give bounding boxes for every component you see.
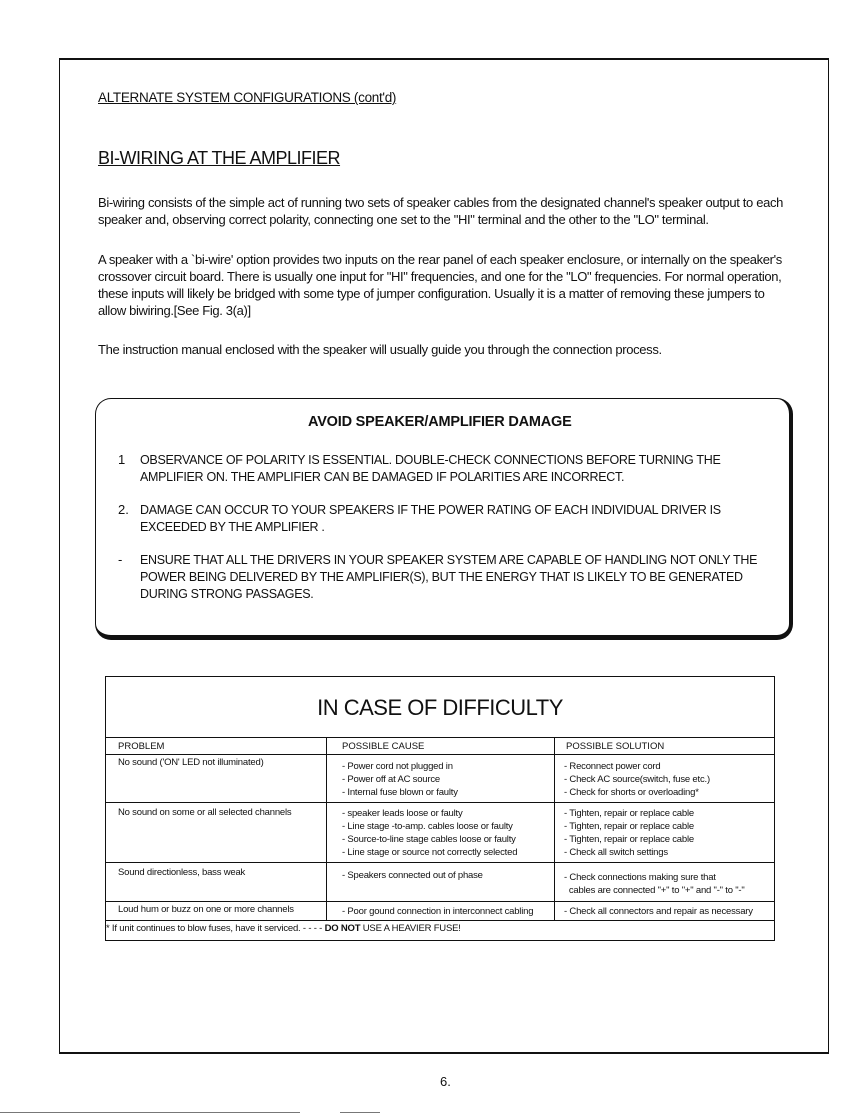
table-row-solution: - Reconnect power cord [564,761,661,772]
table-row-solution: - Check connections making sure that [564,872,716,883]
page-title: BI-WIRING AT THE AMPLIFIER [98,148,341,168]
table-row-cause: - Internal fuse blown or faulty [342,787,458,798]
table-row-solution: cables are connected "+" to "+" and "-" to "-" [564,885,745,896]
table-divider [106,802,774,803]
warning-item-drivers: ENSURE THAT ALL THE DRIVERS IN YOUR SPEAKER SYSTEM ARE CAPABLE OF HANDLING NOT ONLY THE POWER BEING DELIVERED BY THE AMPLIFIER(S), BUT THE ENERGY THAT IS LIKELY TO BE GENERATED DURING STRONG PASSAGES. [140,553,758,601]
table-row-problem: No sound ('ON' LED not illuminated) [118,757,264,768]
table-row-cause: - Power off at AC source [342,774,440,785]
table-row-cause: - Speakers connected out of phase [342,870,483,881]
table-row-cause: - Line stage or source not correctly selected [342,847,518,858]
troubleshooting-title: IN CASE OF DIFFICULTY [317,695,563,720]
paragraph-bi-wire-option: A speaker with a `bi-wire' option provides two inputs on the rear panel of each speaker enclosure, or internally on the speaker's crossover circuit board. There is usually one input for "HI" frequencies, and one for the "LO" frequencies. For normal operation, these inputs will likely be bridged with some type of jumper configuration. Usually it is a matter of removing these jumpers to allow biwiring.[See Fig. 3(a)] [98,252,782,318]
table-row-problem: Loud hum or buzz on one or more channels [118,904,294,915]
warning-item-polarity: OBSERVANCE OF POLARITY IS ESSENTIAL. DOUBLE-CHECK CONNECTIONS BEFORE TURNING THE AMPLIFIER ON. THE AMPLIFIER CAN BE DAMAGED IF POLARITIES ARE INCORRECT. [140,453,721,484]
table-row-solution: - Check all connectors and repair as necessary [564,906,753,917]
table-row-solution: - Check all switch settings [564,847,668,858]
warning-item-marker: - [118,552,123,567]
column-header-problem: PROBLEM [118,741,165,752]
scan-edge-line [340,1112,380,1113]
paragraph-definition: Bi-wiring consists of the simple act of running two sets of speaker cables from the designated channel's speaker output to each speaker and, observing correct polarity, connecting one set to the "HI" terminal and the other to the "LO" terminal. [98,195,783,227]
column-divider [554,737,555,920]
warning-item-marker: 1 [118,452,126,467]
table-row-problem: Sound directionless, bass weak [118,867,246,878]
column-divider [326,737,327,920]
table-row-cause: - Power cord not plugged in [342,761,453,772]
footnote-text: * If unit continues to blow fuses, have it serviced. - - - - [106,923,323,934]
warning-title: AVOID SPEAKER/AMPLIFIER DAMAGE [308,414,572,430]
table-row-solution: - Check for shorts or overloading* [564,787,699,798]
table-row-problem: No sound on some or all selected channels [118,807,292,818]
column-header-solution: POSSIBLE SOLUTION [566,741,665,752]
table-row-solution: - Tighten, repair or replace cable [564,821,694,832]
table-row-solution: - Check AC source(switch, fuse etc.) [564,774,710,785]
paragraph-instruction-manual: The instruction manual enclosed with the speaker will usually guide you through the connection process. [98,342,662,357]
fuse-footnote [106,923,461,934]
footnote-rest: USE A HEAVIER FUSE! [362,923,461,934]
page-number: 6. [440,1074,451,1089]
table-row-solution: - Tighten, repair or replace cable [564,834,694,845]
table-divider [106,920,774,921]
table-row-solution: - Tighten, repair or replace cable [564,808,694,819]
footnote-emphasis: DO NOT [324,923,361,934]
table-divider [106,901,774,902]
table-divider [106,862,774,863]
table-row-cause: - Poor gound connection in interconnect cabling [342,906,534,917]
scan-edge-line [0,1112,300,1113]
warning-item-power-rating: DAMAGE CAN OCCUR TO YOUR SPEAKERS IF THE POWER RATING OF EACH INDIVIDUAL DRIVER IS EXCEEDED BY THE AMPLIFIER . [140,503,721,534]
column-header-cause: POSSIBLE CAUSE [342,741,425,752]
table-row-cause: - Source-to-line stage cables loose or faulty [342,834,516,845]
section-heading: ALTERNATE SYSTEM CONFIGURATIONS (cont'd) [98,90,397,105]
table-divider [106,737,774,738]
table-divider [106,754,774,755]
warning-item-marker: 2. [118,502,129,517]
table-row-cause: - Line stage -to-amp. cables loose or faulty [342,821,513,832]
table-row-cause: - speaker leads loose or faulty [342,808,463,819]
troubleshooting-table [105,676,775,941]
